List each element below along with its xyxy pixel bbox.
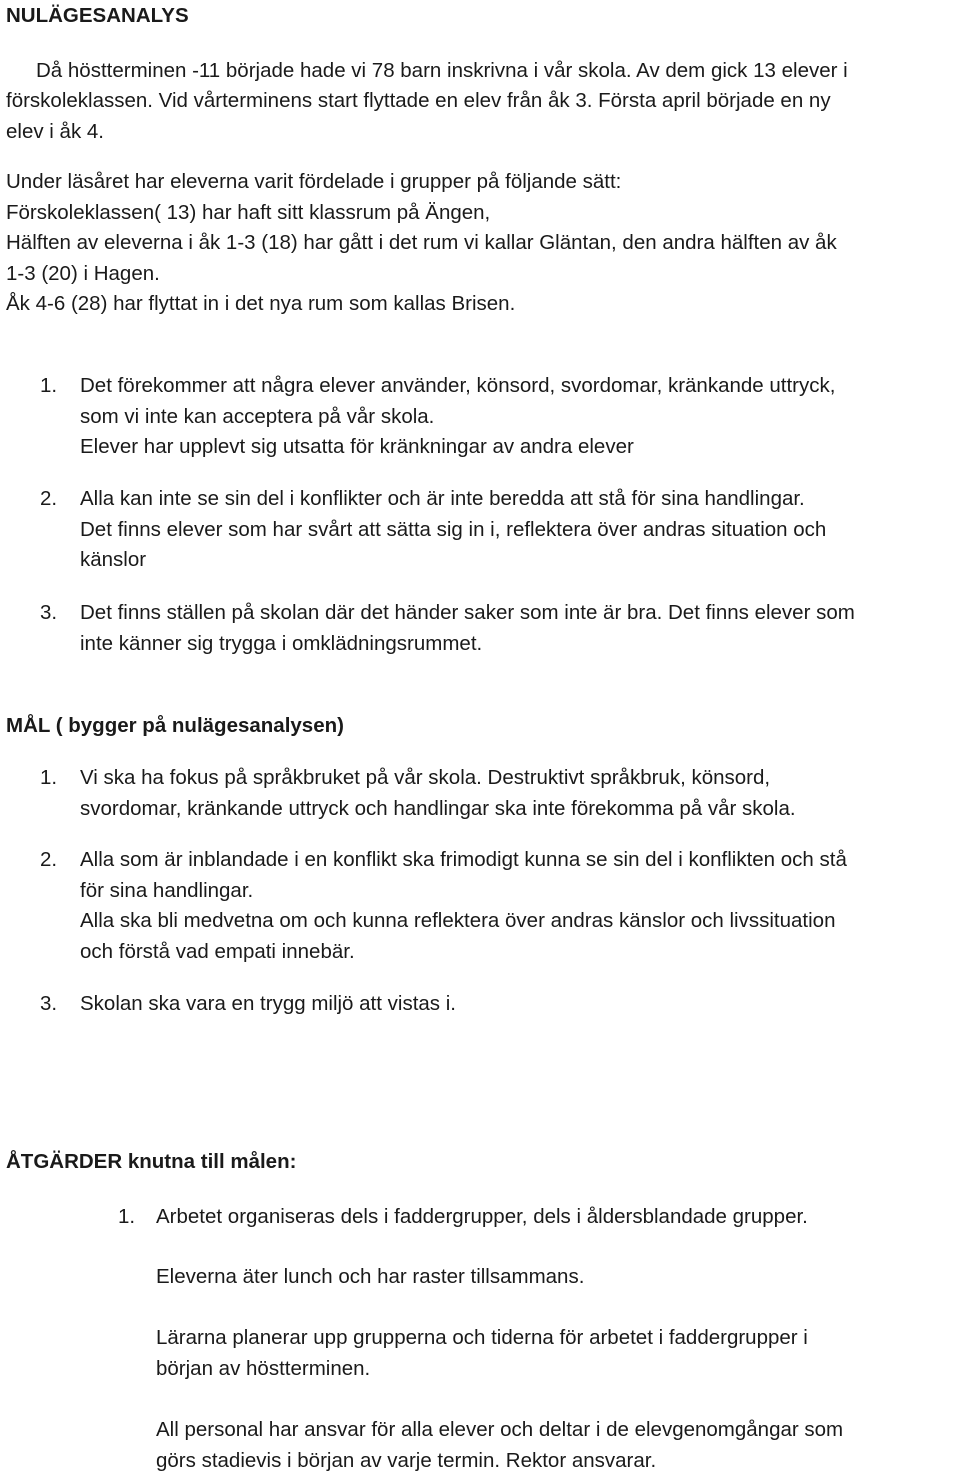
- text-line: All personal har ansvar för alla elever och deltar i de elevgenomgångar som: [156, 1415, 956, 1446]
- text-line: Det finns elever som har svårt att sätta sig in i, reflektera över andras situation och: [80, 515, 958, 546]
- text-line: Under läsåret har eleverna varit fördelade i grupper på följande sätt:: [6, 167, 956, 198]
- intro-paragraph-cont: [6, 86, 956, 147]
- text-line: Det förekommer att några elever använder, könsord, svordomar, kränkande uttryck,: [80, 371, 958, 402]
- list-number: 3.: [40, 598, 57, 629]
- text-line: elev i åk 4.: [6, 117, 956, 148]
- list-item-text: [80, 763, 958, 824]
- text-line: som vi inte kan acceptera på vår skola.: [80, 402, 958, 433]
- text-line: Lärarna planerar upp grupperna och tiderna för arbetet i faddergrupper i: [156, 1323, 956, 1354]
- list-number: 2.: [40, 845, 57, 876]
- text-line: Hälften av eleverna i åk 1-3 (18) har gått i det rum vi kallar Gläntan, den andra hälften av åk: [6, 228, 956, 259]
- groups-paragraph: [6, 167, 956, 320]
- text-line: för sina handlingar.: [80, 876, 958, 907]
- atgarder-subparagraph-1: [156, 1262, 956, 1293]
- text-line: Eleverna äter lunch och har raster tillsammans.: [156, 1262, 956, 1293]
- section-heading-nulagesanalys: NULÄGESANALYS: [6, 1, 189, 31]
- text-line: 1-3 (20) i Hagen.: [6, 259, 956, 290]
- atgarder-subparagraph-3: [156, 1415, 956, 1476]
- text-line: Förskoleklassen( 13) har haft sitt klassrum på Ängen,: [6, 198, 956, 229]
- atgarder-subparagraph-2: [156, 1323, 956, 1384]
- text-line: förskoleklassen. Vid vårterminens start flyttade en elev från åk 3. Första april började en ny: [6, 86, 956, 117]
- text-line: svordomar, kränkande uttryck och handlingar ska inte förekomma på vår skola.: [80, 794, 958, 825]
- text-line: känslor: [80, 545, 958, 576]
- text-line: Arbetet organiseras dels i faddergrupper, dels i åldersblandade grupper.: [156, 1202, 956, 1233]
- text-line: Då höstterminen -11 började hade vi 78 barn inskrivna i vår skola. Av dem gick 13 elever i: [36, 56, 956, 87]
- list-number: 3.: [40, 989, 57, 1020]
- list-number: 1.: [40, 763, 57, 794]
- section-heading-atgarder: ÅTGÄRDER knutna till målen:: [6, 1147, 296, 1177]
- list-number: 2.: [40, 484, 57, 515]
- list-item-text: [80, 371, 958, 463]
- text-line: och förstå vad empati innebär.: [80, 937, 958, 968]
- text-line: görs stadievis i början av varje termin. Rektor ansvarar.: [156, 1446, 956, 1476]
- intro-paragraph: [36, 56, 956, 87]
- text-line: Alla kan inte se sin del i konflikter och är inte beredda att stå för sina handlingar.: [80, 484, 958, 515]
- list-item-text: [80, 989, 958, 1020]
- text-line: inte känner sig trygga i omklädningsrummet.: [80, 629, 958, 660]
- text-line: Åk 4-6 (28) har flyttat in i det nya rum som kallas Brisen.: [6, 289, 956, 320]
- list-item-text: [156, 1202, 956, 1233]
- text-line: Alla ska bli medvetna om och kunna reflektera över andras känslor och livssituation: [80, 906, 958, 937]
- list-item-text: [80, 845, 958, 967]
- text-line: Det finns ställen på skolan där det händer saker som inte är bra. Det finns elever som: [80, 598, 958, 629]
- section-heading-mal: MÅL ( bygger på nulägesanalysen): [6, 711, 344, 741]
- text-line: Skolan ska vara en trygg miljö att vistas i.: [80, 989, 958, 1020]
- text-line: Elever har upplevt sig utsatta för kränkningar av andra elever: [80, 432, 958, 463]
- list-number: 1.: [40, 371, 57, 402]
- list-item-text: [80, 598, 958, 659]
- text-line: början av höstterminen.: [156, 1354, 956, 1385]
- list-number: 1.: [118, 1202, 135, 1233]
- text-line: Alla som är inblandade i en konflikt ska frimodigt kunna se sin del i konflikten och stå: [80, 845, 958, 876]
- list-item-text: [80, 484, 958, 576]
- text-line: Vi ska ha fokus på språkbruket på vår skola. Destruktivt språkbruk, könsord,: [80, 763, 958, 794]
